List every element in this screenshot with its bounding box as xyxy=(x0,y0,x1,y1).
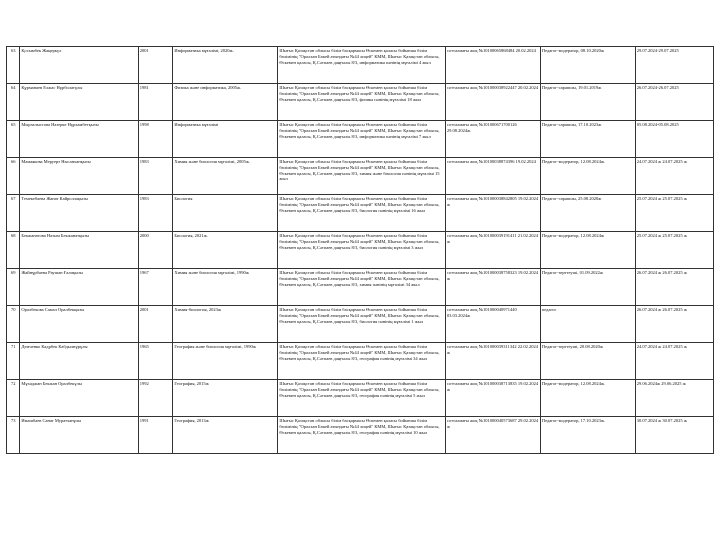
workplace-cell: Шығыс Қазақстан облысы білім басқармасы Өскемен қаласы бойынша білім бөлімінің "Оралхан Бөкей атындағы №44 лицей" КММ, Шығыс Қазақстан облысы, Өскемен қаласы, Қ.Сәтпаев даңғылы 8/3, биология пәнінің мұғалімі 3 жыл xyxy=(278,232,446,269)
full-name-cell: Бекжанатова Назым Бекжанатқызы xyxy=(20,232,138,269)
table-row xyxy=(7,380,714,417)
table-row xyxy=(7,121,714,158)
criminal-record-cell: сотталмағы жоқ №101000039191411 21.02.2024 ж xyxy=(445,232,540,269)
staff-table xyxy=(6,46,714,454)
row-number-cell: 71 xyxy=(7,343,20,380)
table-row xyxy=(7,343,714,380)
qualification-cell: Педагог-модератор, 12.08.2024ж. xyxy=(540,158,635,195)
workplace-cell: Шығыс Қазақстан облысы білім басқармасы Өскемен қаласы бойынша білім бөлімінің "Оралхан Бөкей атындағы №44 лицей" КММ, Шығыс Қазақстан облысы, Өскемен қаласы, Қ.Сәтпаев даңғылы 8/3, информатика пәнінің мұғалімі 4 жыл xyxy=(278,47,446,84)
contract-period-cell: 05.08.2024-05.08.2025 xyxy=(635,121,713,158)
table-row xyxy=(7,84,714,121)
criminal-record-cell: сотталмағы жоқ №101000039311342 22.02.2024 ж xyxy=(445,343,540,380)
birth-year-cell: 2000 xyxy=(138,232,173,269)
contract-period-cell: 29.06.2024ж 29.06.2025 ж xyxy=(635,380,713,417)
contract-period-cell: 24.07.2024 ж 24.07.2025 ж xyxy=(635,158,713,195)
birth-year-cell: 1981 xyxy=(138,84,173,121)
qualification-cell: Педагог-модератор, 12.08.2024ж xyxy=(540,232,635,269)
contract-period-cell: 26.07.2024 ж 26.07.2025 ж xyxy=(635,306,713,343)
birth-year-cell: 2001 xyxy=(138,47,173,84)
qualification-cell: Педагог-модератор, 17.10.2023ж. xyxy=(540,417,635,454)
row-number-cell: 64 xyxy=(7,84,20,121)
workplace-cell: Шығыс Қазақстан облысы білім басқармасы Өскемен қаласы бойынша білім бөлімінің "Оралхан Бөкей атындағы №44 лицей" КММ, Шығыс Қазақстан облысы, Өскемен қаласы, Қ.Сәтпаев даңғылы 8/3, информатика пәнінің мұғалімі 7 жыл xyxy=(278,121,446,158)
row-number-cell: 70 xyxy=(7,306,20,343)
birth-year-cell: 1991 xyxy=(138,417,173,454)
table-row xyxy=(7,47,714,84)
qualification-cell: Педагог-зерттеуші, 20.08.2020ж xyxy=(540,343,635,380)
table-row xyxy=(7,232,714,269)
qualification-cell: Педагог-зерттеуші, 01.09.2022ж xyxy=(540,269,635,306)
education-cell: Физика және информатика, 2005ж. xyxy=(173,84,278,121)
full-name-cell: Құрманаев Елжас Нұрболатұлы xyxy=(20,84,138,121)
qualification-cell: Педагог-сарапшы, 19.01.2019ж xyxy=(540,84,635,121)
education-cell: Информатика мұғалімі, 2020ж. xyxy=(173,47,278,84)
row-number-cell: 63 xyxy=(7,47,20,84)
criminal-record-cell: сотталмағы жоқ №101000038758323 19.02.2024 ж xyxy=(445,269,540,306)
education-cell: Биология xyxy=(173,195,278,232)
workplace-cell: Шығыс Қазақстан облысы білім басқармасы Өскемен қаласы бойынша білім бөлімінің "Оралхан Бөкей атындағы №44 лицей" КММ, Шығыс Қазақстан облысы, Өскемен қаласы, Қ.Сәтпаев даңғылы 8/3, география пәнінің мұғалімі 10 жыл xyxy=(278,417,446,454)
birth-year-cell: 1983 xyxy=(138,158,173,195)
criminal-record-cell: сотталмағы жоқ №101000038922447 20.02.2024 xyxy=(445,84,540,121)
row-number-cell: 72 xyxy=(7,380,20,417)
education-cell: Химия-биология, 2023ж xyxy=(173,306,278,343)
birth-year-cell: 1967 xyxy=(138,269,173,306)
education-cell: Химия және биология мұғалімі, 1990ж xyxy=(173,269,278,306)
workplace-cell: Шығыс Қазақстан облысы білім басқармасы Өскемен қаласы бойынша білім бөлімінің "Оралхан Бөкей атындағы №44 лицей" КММ, Шығыс Қазақстан облысы, Өскемен қаласы, Қ.Сәтпаев даңғылы 8/3, химия пәнінің мұғалімі 34 жыл xyxy=(278,269,446,306)
workplace-cell: Шығыс Қазақстан облысы білім басқармасы Өскемен қаласы бойынша білім бөлімінің "Оралхан Бөкей атындағы №44 лицей" КММ, Шығыс Қазақстан облысы, Өскемен қаласы, Қ.Сәтпаев даңғылы 8/3, биология пәнінің мұғалімі 1 жыл xyxy=(278,306,446,343)
birth-year-cell: 1998 xyxy=(138,121,173,158)
workplace-cell: Шығыс Қазақстан облысы білім басқармасы Өскемен қаласы бойынша білім бөлімінің "Оралхан Бөкей атындағы №44 лицей" КММ, Шығыс Қазақстан облысы, Өскемен қаласы, Қ.Сәтпаев даңғылы 8/3, биология пәнінің мұғалімі 16 жыл xyxy=(278,195,446,232)
qualification-cell: Педагог-сарапшы, 25.08.2020ж xyxy=(540,195,635,232)
contract-period-cell: 29.07.2024-29.07.2025 xyxy=(635,47,713,84)
full-name-cell: Қосымбек Жаңеркүл xyxy=(20,47,138,84)
contract-period-cell: 25.07.2024 ж 25.07.2025 ж xyxy=(635,195,713,232)
full-name-cell: Мамаякова Меруерт Нысанханқызы xyxy=(20,158,138,195)
birth-year-cell: 1992 xyxy=(138,380,173,417)
row-number-cell: 65 xyxy=(7,121,20,158)
full-name-cell: Темекебаева Жанат Кайроллақызы xyxy=(20,195,138,232)
qualification-cell: педагог xyxy=(540,306,635,343)
table-row xyxy=(7,195,714,232)
education-cell: Информатика мұғалімі xyxy=(173,121,278,158)
education-cell: География, 2015ж xyxy=(173,380,278,417)
row-number-cell: 68 xyxy=(7,232,20,269)
criminal-record-cell: сотталмағы жоқ №10100038874396 19.02.2024 xyxy=(445,158,540,195)
contract-period-cell: 25.07.2024 ж 25.07.2025 ж xyxy=(635,232,713,269)
row-number-cell: 69 xyxy=(7,269,20,306)
education-cell: География, 2013ж xyxy=(173,417,278,454)
contract-period-cell: 30.07.2024 ж 30.07.2025 ж xyxy=(635,417,713,454)
qualification-cell: Педагог-сарапшы, 17.10.2023ж xyxy=(540,121,635,158)
row-number-cell: 73 xyxy=(7,417,20,454)
criminal-record-cell: сотталмағы жоқ №101000040971440 03.03.2024ж xyxy=(445,306,540,343)
full-name-cell: Имашбаев Санат Муратханұлы xyxy=(20,417,138,454)
full-name-cell: Демченко Кадрбек Кабдылнұрұлы xyxy=(20,343,138,380)
education-cell: География және биология мұғалімі, 1990ж xyxy=(173,343,278,380)
education-cell: Химия және биология мұғалімі, 2005ж. xyxy=(173,158,278,195)
row-number-cell: 67 xyxy=(7,195,20,232)
workplace-cell: Шығыс Қазақстан облысы білім басқармасы Өскемен қаласы бойынша білім бөлімінің "Оралхан Бөкей атындағы №44 лицей" КММ, Шығыс Қазақстан облысы, Өскемен қаласы, Қ.Сәтпаев даңғылы 8/3, география пәнінің мұғалімі 34 жыл xyxy=(278,343,446,380)
table-body xyxy=(7,47,714,454)
birth-year-cell: 2001 xyxy=(138,306,173,343)
birth-year-cell: 1983 xyxy=(138,195,173,232)
table-row xyxy=(7,417,714,454)
full-name-cell: Мұхаджан Бекжан Оралбекұлы xyxy=(20,380,138,417)
qualification-cell: Педагог-модератор, 08.10.2020ж xyxy=(540,47,635,84)
education-cell: Биология, 2021ж. xyxy=(173,232,278,269)
criminal-record-cell: сотталмағы жоқ №101000671700126 29.08.2024ж. xyxy=(445,121,540,158)
contract-period-cell: 26.07.2024-26.07.2025 xyxy=(635,84,713,121)
workplace-cell: Шығыс Қазақстан облысы білім басқармасы Өскемен қаласы бойынша білім бөлімінің "Оралхан Бөкей атындағы №44 лицей" КММ, Шығыс Қазақстан облысы, Өскемен қаласы, Қ.Сәтпаев даңғылы 8/3, химия және биология пәнінің мұғалімі 15 жыл xyxy=(278,158,446,195)
full-name-cell: Жайнұрбаева Раушан Ғалиқызы xyxy=(20,269,138,306)
criminal-record-cell: сотталмағы жоқ №101000038842805 19.02.2024 ж xyxy=(445,195,540,232)
full-name-cell: Оралбекова Самал Оралбекқызы xyxy=(20,306,138,343)
full-name-cell: Мырзалыстова Назерке Нұрхамбетқызы xyxy=(20,121,138,158)
criminal-record-cell: сотталмағы жоқ №101000040573687 29.02.2024 ж xyxy=(445,417,540,454)
contract-period-cell: 24.07.2024 ж 24.07.2025 ж xyxy=(635,343,713,380)
contract-period-cell: 26.07.2024 ж 26.07.2025 ж xyxy=(635,269,713,306)
table-row xyxy=(7,158,714,195)
workplace-cell: Шығыс Қазақстан облысы білім басқармасы Өскемен қаласы бойынша білім бөлімінің "Оралхан Бөкей атындағы №44 лицей" КММ, Шығыс Қазақстан облысы, Өскемен қаласы, Қ.Сәтпаев даңғылы 8/3, география пәнінің мұғалімі 5 жыл xyxy=(278,380,446,417)
criminal-record-cell: сотталмағы жоқ №101000038713835 19.02.2024 ж xyxy=(445,380,540,417)
table-row xyxy=(7,269,714,306)
criminal-record-cell: сотталмағы жоқ №10100065868484 20.02.2024 xyxy=(445,47,540,84)
table-row xyxy=(7,306,714,343)
qualification-cell: Педагог-модератор, 12.08.2024ж. xyxy=(540,380,635,417)
birth-year-cell: 1965 xyxy=(138,343,173,380)
row-number-cell: 66 xyxy=(7,158,20,195)
workplace-cell: Шығыс Қазақстан облысы білім басқармасы Өскемен қаласы бойынша білім бөлімінің "Оралхан Бөкей атындағы №44 лицей" КММ, Шығыс Қазақстан облысы, Өскемен қаласы, Қ.Сәтпаев даңғылы 8/3, физика пәнінің мұғалімі 18 жыл xyxy=(278,84,446,121)
